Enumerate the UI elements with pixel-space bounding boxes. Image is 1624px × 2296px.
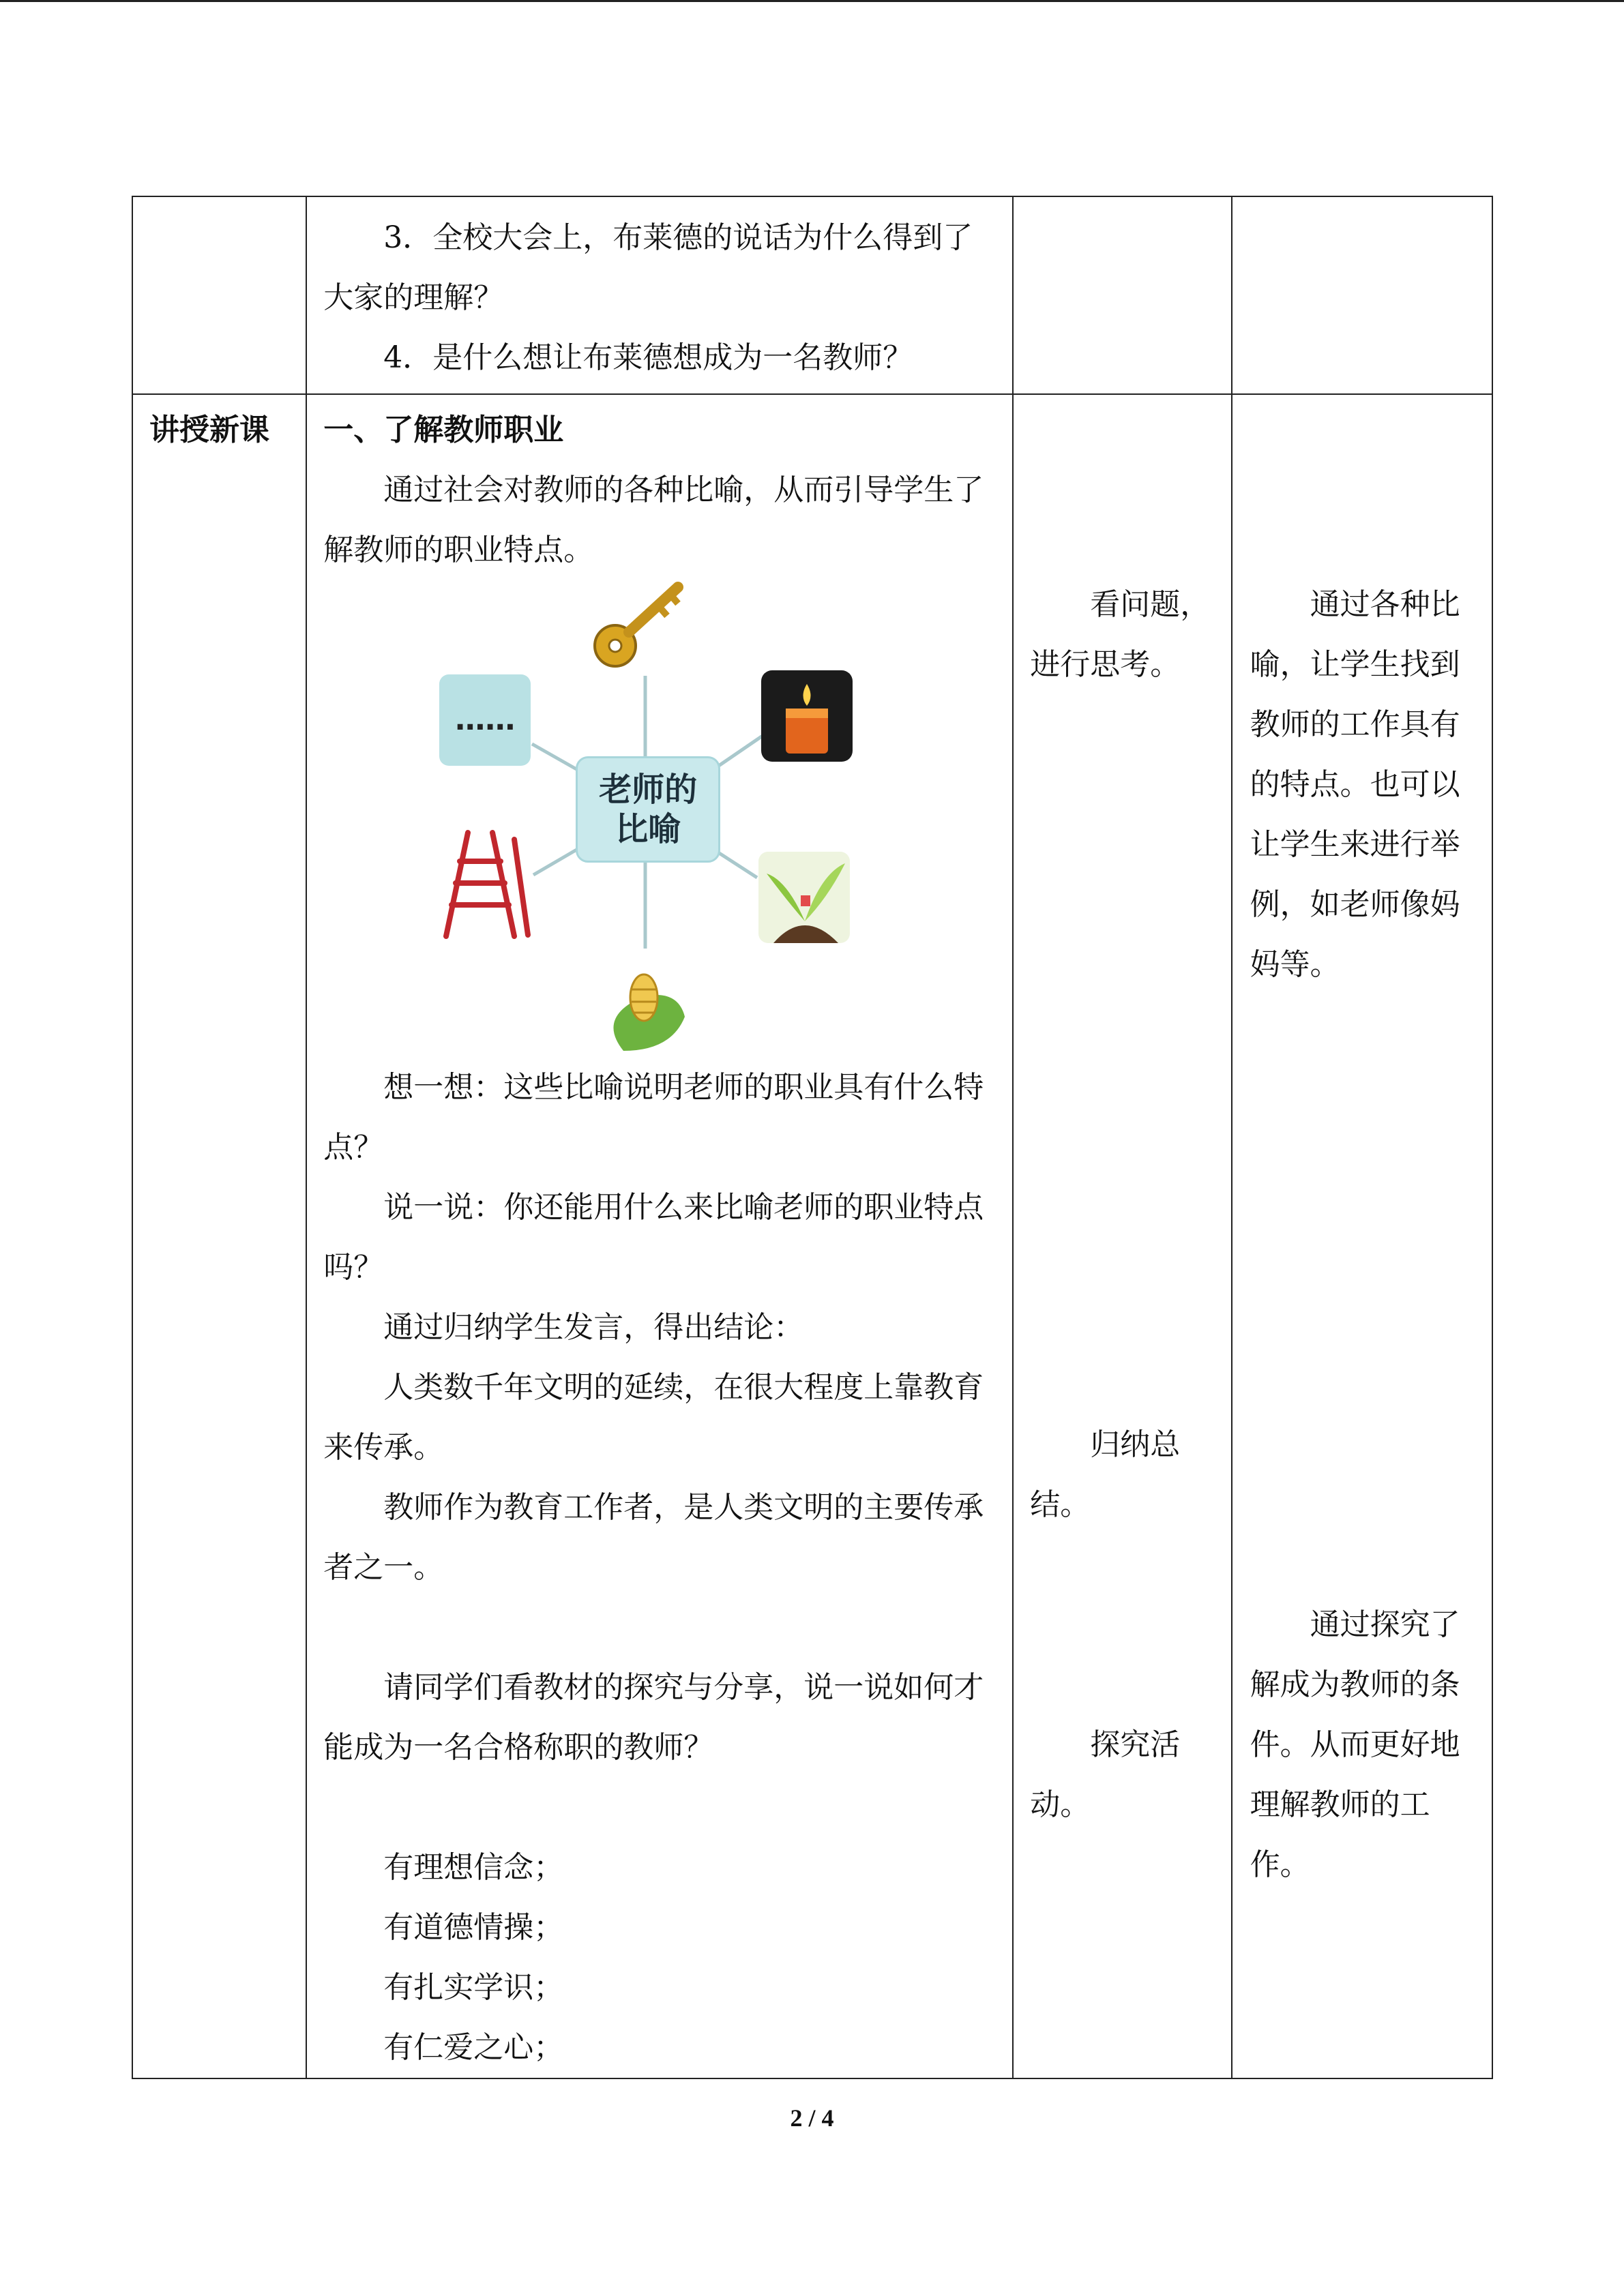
key-icon <box>595 587 678 666</box>
table-row <box>132 196 1492 394</box>
silkworm-icon <box>614 974 685 1051</box>
content-cell <box>306 196 1013 394</box>
section-cell-empty <box>132 196 306 394</box>
design-intent-cell <box>1232 394 1492 2078</box>
diagram-center-node <box>576 756 720 863</box>
list-item: 有仁爱之心； <box>383 2030 564 2065</box>
explore-question: 请同学们看教材的探究与分享，说一说如何才能成为一名合格称职的教师？ <box>323 1670 984 1765</box>
dots-text: …… <box>455 702 516 737</box>
design-intent-cell <box>1232 196 1492 394</box>
summary-intro: 通过归纳学生发言，得出结论： <box>383 1310 804 1345</box>
more-metaphors-box <box>439 674 531 766</box>
student-activity-3: 探究活动。 <box>1030 1727 1181 1822</box>
section-label: 讲授新课 <box>149 413 269 447</box>
discuss-prompt: 说一说：你还能用什么来比喻老师的职业特点吗？ <box>323 1190 984 1285</box>
list-item: 有理想信念； <box>383 1850 564 1885</box>
center-label-line1: 老师的 <box>599 771 698 809</box>
design-intent-1: 通过各种比喻，让学生找到教师的工作具有的特点。也可以让学生来进行举例，如老师像妈妈等。 <box>1250 587 1460 982</box>
page-number: 2 / 4 <box>790 2104 834 2132</box>
top-border <box>0 0 1624 2</box>
candle-icon <box>761 670 853 762</box>
student-activity-2: 归纳总结。 <box>1030 1427 1181 1522</box>
design-intent-2: 通过探究了解成为教师的条件。从而更好地理解教师的工作。 <box>1250 1607 1460 1882</box>
list-item: 有道德情操； <box>383 1910 564 1945</box>
question-4: 4．是什么想让布莱德想成为一名教师？ <box>383 340 913 375</box>
intro-text: 通过社会对教师的各种比喻，从而引导学生了解教师的职业特点。 <box>323 473 984 567</box>
section-cell <box>132 394 306 2078</box>
ladder-icon <box>446 833 528 936</box>
table-row <box>132 394 1492 2078</box>
content-cell <box>306 394 1013 2078</box>
conclusion-2: 教师作为教育工作者，是人类文明的主要传承者之一。 <box>323 1490 984 1585</box>
center-label-line2: 比喻 <box>615 810 681 848</box>
list-item: 有扎实学识； <box>383 1970 564 2005</box>
seedling-icon <box>758 852 850 943</box>
think-prompt: 想一想：这些比喻说明老师的职业具有什么特点？ <box>323 1070 984 1165</box>
student-activity-1: 看问题，进行思考。 <box>1030 587 1211 682</box>
student-activity-cell <box>1013 196 1231 394</box>
metaphor-diagram <box>439 580 917 1058</box>
section-heading: 一、了解教师职业 <box>323 413 564 447</box>
question-3: 3．全校大会上，布莱德的说话为什么得到了大家的理解？ <box>323 220 973 315</box>
student-activity-cell <box>1013 394 1231 2078</box>
conclusion-1: 人类数千年文明的延续，在很大程度上靠教育来传承。 <box>323 1370 984 1465</box>
lesson-table <box>132 196 1493 2079</box>
